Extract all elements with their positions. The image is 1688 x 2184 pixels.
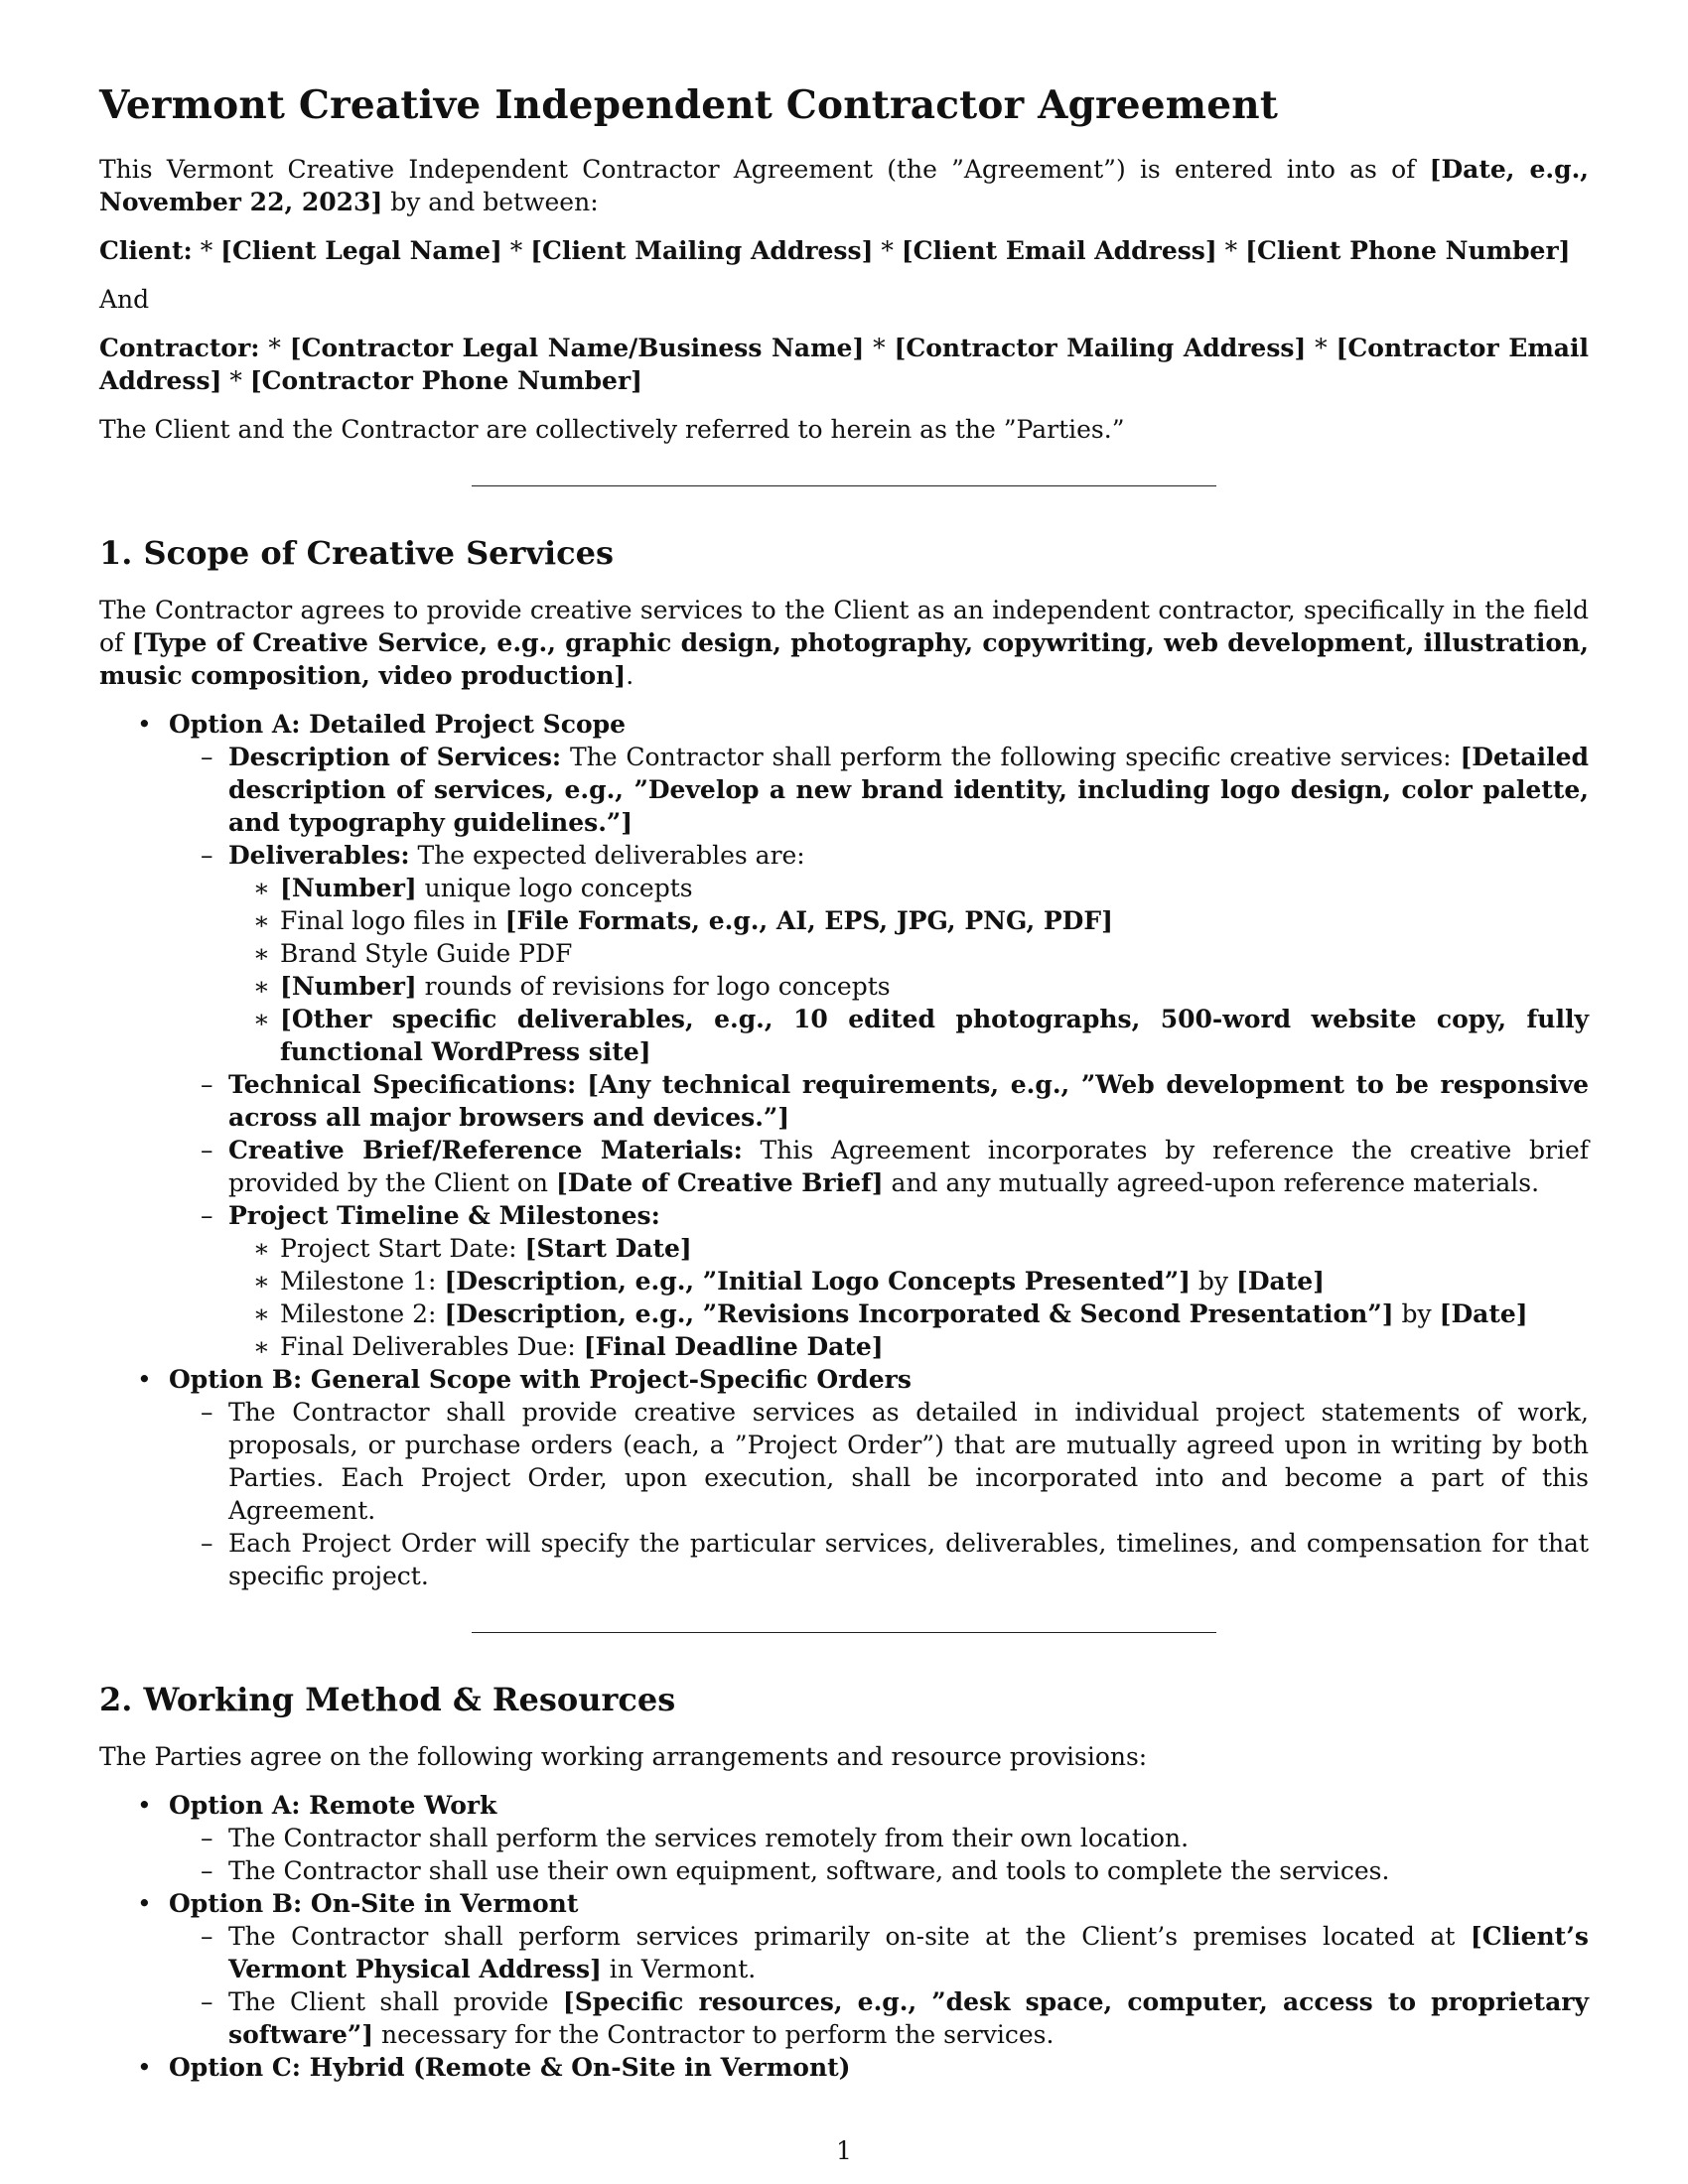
separator: * — [501, 236, 531, 265]
timeline-label: Project Timeline & Milestones: — [228, 1201, 660, 1230]
milestone-1-placeholder: [Description, e.g., ”Initial Logo Concepts Presented”] — [444, 1267, 1191, 1296]
intro-text-end: by and between: — [382, 188, 599, 216]
item-text: rounds of revisions for logo concepts — [416, 972, 891, 1001]
option-a-remote-work — [99, 1789, 1589, 1887]
client-block — [99, 234, 1589, 267]
client-address-placeholder: [Client Mailing Address] — [530, 236, 874, 265]
option-a-label: Option A: Remote Work — [169, 1791, 497, 1820]
option-c-label: Option C: Hybrid (Remote & On-Site in Vermont) — [169, 2053, 851, 2082]
description-label: Description of Services: — [228, 743, 562, 771]
deliverables-label: Deliverables: — [228, 841, 410, 870]
item-text: Project Start Date: — [280, 1234, 525, 1263]
by-text: by — [1190, 1267, 1236, 1296]
item-text-end: necessary for the Contractor to perform the services. — [373, 2020, 1055, 2049]
technical-specifications-label: Technical Specifications: — [228, 1070, 577, 1099]
list-item: – The Contractor shall use their own equipment, software, and tools to complete the services. — [169, 1854, 1589, 1887]
creative-brief-text: This Agreement incorporates by reference the creative brief provided by the Client on — [228, 1136, 1590, 1197]
intro-paragraph — [99, 153, 1589, 218]
resources-placeholder: [Specific resources, e.g., ”desk space, computer, access to proprietary software”] — [228, 1987, 1590, 2049]
contractor-name-placeholder: [Contractor Legal Name/Business Name] — [289, 334, 865, 362]
creative-service-type-placeholder: [Type of Creative Service, e.g., graphic design, photography, copywriting, web development, illustration, music composition, video production] — [99, 628, 1589, 690]
agreement-date-placeholder: [Date, e.g., November 22, 2023] — [99, 155, 1589, 216]
item-text-end: in Vermont. — [601, 1955, 757, 1983]
item-text: Final Deliverables Due: — [280, 1332, 584, 1361]
section-1-heading: 1. Scope of Creative Services — [99, 534, 614, 572]
list-item — [169, 1985, 1589, 2051]
option-b-general-scope — [99, 1363, 1589, 1592]
file-formats-placeholder: [File Formats, e.g., AI, EPS, JPG, PNG, PDF] — [504, 906, 1113, 935]
horizontal-divider — [472, 1632, 1216, 1633]
contractor-label: Contractor: — [99, 334, 260, 362]
separator: * — [1306, 334, 1336, 362]
client-phone-placeholder: [Client Phone Number] — [1245, 236, 1571, 265]
document-title: Vermont Creative Independent Contractor Agreement — [99, 82, 1279, 128]
separator: * — [864, 334, 895, 362]
number-placeholder: [Number] — [280, 972, 417, 1001]
client-name-placeholder: [Client Legal Name] — [220, 236, 502, 265]
final-deadline-placeholder: [Final Deadline Date] — [583, 1332, 884, 1361]
date-placeholder: [Date] — [1439, 1299, 1528, 1328]
period: . — [626, 661, 634, 690]
contractor-block — [99, 332, 1589, 397]
other-deliverables-placeholder: [Other specific deliverables, e.g., 10 edited photographs, 500-word website copy, fully functional WordPress site] — [280, 1005, 1589, 1066]
item-text: The Client shall provide — [228, 1987, 563, 2016]
list-item — [228, 1003, 1589, 1068]
page-number: 1 — [836, 2136, 852, 2165]
item-text: Milestone 2: — [280, 1299, 445, 1328]
project-timeline — [169, 1199, 1589, 1363]
creative-brief — [169, 1134, 1589, 1199]
separator: * — [259, 334, 290, 362]
milestone-2-placeholder: [Description, e.g., ”Revisions Incorporated & Second Presentation”] — [444, 1299, 1394, 1328]
timeline-list — [228, 1232, 1589, 1363]
list-item — [228, 1297, 1589, 1330]
creative-brief-text-end: and any mutually agreed-upon reference materials. — [883, 1168, 1540, 1197]
option-b-label: Option B: General Scope with Project-Specific Orders — [169, 1365, 912, 1394]
option-b-on-site — [99, 1887, 1589, 2051]
deliverables-list — [228, 872, 1589, 1068]
date-placeholder: [Date] — [1236, 1267, 1325, 1296]
number-placeholder: [Number] — [280, 874, 417, 902]
list-item — [228, 1265, 1589, 1297]
intro-text: This Vermont Creative Independent Contractor Agreement (the ”Agreement”) is entered into as of — [99, 155, 1430, 184]
description-placeholder: [Detailed description of services, e.g., ”Develop a new brand identity, including logo design, color palette, and typography guidelines.”] — [228, 743, 1589, 837]
section-2-options — [99, 1789, 1589, 2084]
contractor-email-placeholder: [Contractor Email Address] — [99, 334, 1589, 395]
by-text: by — [1393, 1299, 1440, 1328]
section-2-intro: The Parties agree on the following working arrangements and resource provisions: — [99, 1742, 1148, 1771]
list-item — [228, 937, 1589, 970]
description-of-services — [169, 741, 1589, 839]
option-b-label: Option B: On-Site in Vermont — [169, 1889, 579, 1918]
option-a-items — [169, 741, 1589, 1363]
item-text: The Contractor shall perform services primarily on-site at the Client’s premises located at — [228, 1922, 1471, 1951]
creative-brief-label: Creative Brief/Reference Materials: — [228, 1136, 743, 1164]
list-item — [228, 904, 1589, 937]
technical-requirements-placeholder: [Any technical requirements, e.g., ”Web development to be responsive across all major browsers and devices.”] — [228, 1070, 1590, 1132]
deliverables-text: The expected deliverables are: — [409, 841, 805, 870]
client-address-placeholder: [Client’s Vermont Physical Address] — [228, 1922, 1589, 1983]
separator: * — [1216, 236, 1246, 265]
technical-specifications — [169, 1068, 1589, 1134]
list-item: – The Contractor shall perform the services remotely from their own location. — [169, 1822, 1589, 1854]
description-text: The Contractor shall perform the following specific creative services: — [561, 743, 1461, 771]
option-b-items — [169, 1396, 1589, 1592]
list-item — [169, 1920, 1589, 1985]
section-1-options — [99, 708, 1589, 1592]
client-email-placeholder: [Client Email Address] — [901, 236, 1217, 265]
brief-date-placeholder: [Date of Creative Brief] — [555, 1168, 884, 1197]
item-text: Final logo files in — [280, 906, 505, 935]
contractor-phone-placeholder: [Contractor Phone Number] — [249, 366, 642, 395]
option-c-hybrid — [99, 2051, 1589, 2084]
start-date-placeholder: [Start Date] — [524, 1234, 692, 1263]
list-item: – The Contractor shall provide creative services as detailed in individual project statements of work, proposals, or purchase orders (each, a ”Project Order”) that are mutually agreed upon in writing by both Parties. Each Project Order, upon execution, shall be incorporated into and become a part of this Agreement. — [169, 1396, 1589, 1527]
list-item: – Each Project Order will specify the particular services, deliverables, timelines, and compensation for that specific project. — [169, 1527, 1589, 1592]
horizontal-divider — [472, 485, 1216, 486]
list-item — [228, 872, 1589, 904]
separator: * — [221, 366, 250, 395]
list-item — [228, 1330, 1589, 1363]
item-text: unique logo concepts — [416, 874, 693, 902]
separator: * — [873, 236, 902, 265]
item-text: Brand Style Guide PDF — [280, 939, 573, 968]
option-b-items — [169, 1920, 1589, 2051]
list-item — [228, 970, 1589, 1003]
section-1-intro-text: The Contractor agrees to provide creative services to the Client as an independent contractor, specifically in the field of — [99, 596, 1589, 657]
section-1-intro — [99, 594, 1589, 692]
option-a-label: Option A: Detailed Project Scope — [169, 710, 627, 739]
option-a-detailed-scope — [99, 708, 1589, 1363]
client-label: Client: — [99, 236, 193, 265]
item-text: Milestone 1: — [280, 1267, 445, 1296]
separator: * — [192, 236, 221, 265]
section-2-heading: 2. Working Method & Resources — [99, 1681, 676, 1718]
and-text: And — [99, 285, 150, 314]
contractor-address-placeholder: [Contractor Mailing Address] — [894, 334, 1307, 362]
option-a-items — [169, 1822, 1589, 1887]
list-item — [228, 1232, 1589, 1265]
parties-definition: The Client and the Contractor are collectively referred to herein as the ”Parties.” — [99, 415, 1125, 444]
deliverables — [169, 839, 1589, 1068]
